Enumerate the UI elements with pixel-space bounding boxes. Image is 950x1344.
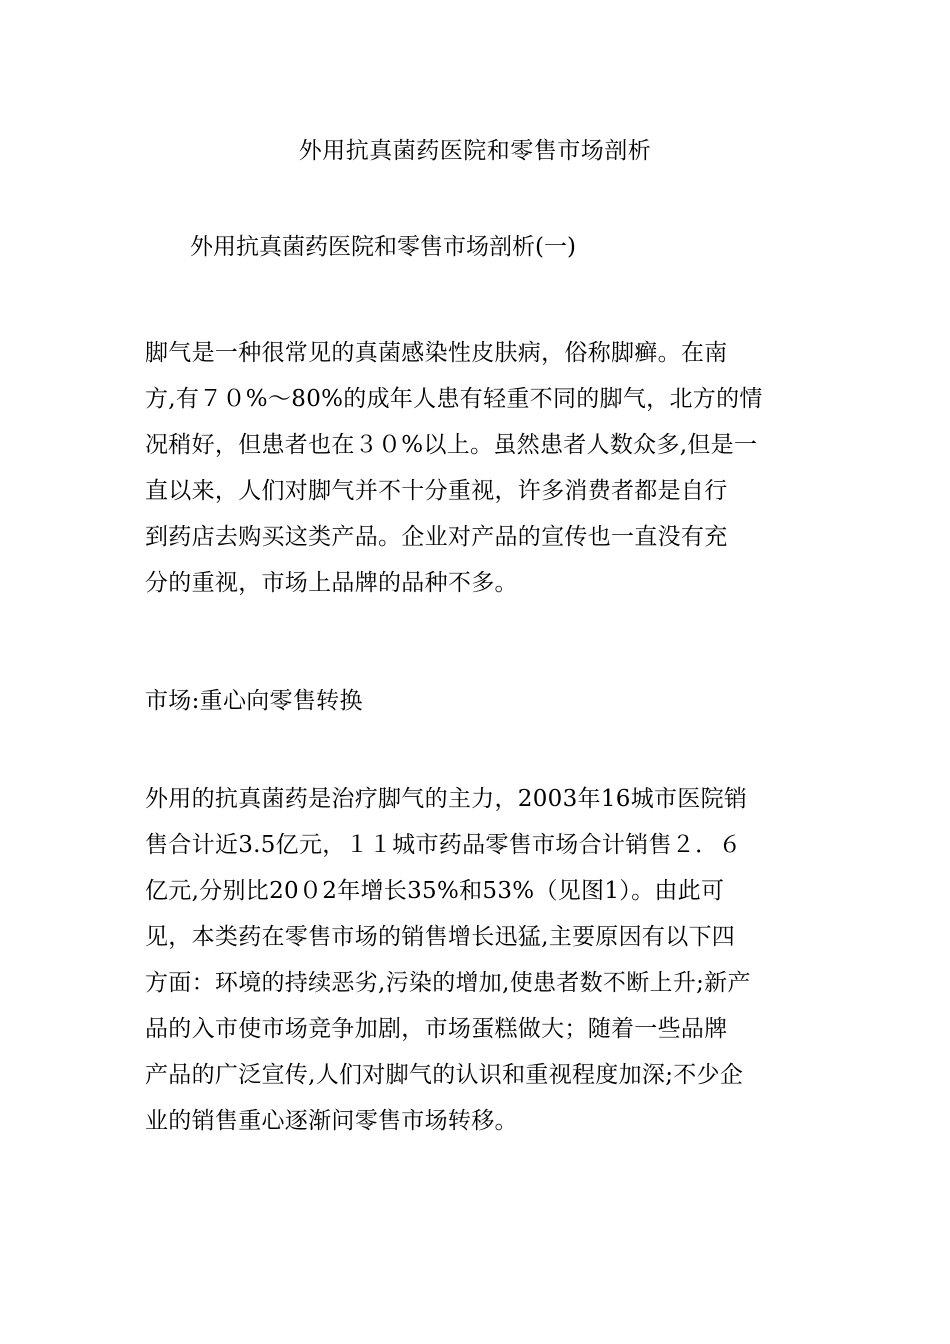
- paragraph-line: 直以来，人们对脚气并不十分重视，许多消费者都是自行: [145, 478, 728, 504]
- paragraph-line: 外用的抗真菌药是治疗脚气的主力，2003年16城市医院销: [145, 786, 748, 812]
- paragraph-line: 产品的广泛宣传,人们对脚气的认识和重视程度加深;不少企: [145, 1062, 744, 1088]
- paragraph-line: 方面：环境的持续恶劣,污染的增加,使患者数不断上升;新产: [145, 970, 751, 996]
- section-heading-text: 市场:重心向零售转换: [145, 688, 363, 714]
- paragraph-line: 到药店去购买这类产品。企业对产品的宣传也一直没有充: [145, 524, 728, 550]
- document-title: 外用抗真菌药医院和零售市场剖析: [298, 138, 652, 164]
- paragraph-line: 品的入市使市场竞争加剧，市场蛋糕做大；随着一些品牌: [145, 1016, 728, 1042]
- paragraph-line: 脚气是一种很常见的真菌感染性皮肤病，俗称脚癣。在南: [145, 340, 728, 366]
- section-heading: [145, 678, 810, 724]
- paragraph-line: 亿元,分别比20０2年增长35%和53%（见图1）。由此可: [145, 878, 725, 904]
- paragraph-line: 况稍好，但患者也在３０%以上。虽然患者人数众多,但是一: [145, 432, 758, 458]
- paragraph-line: 业的销售重心逐渐问零售市场转移。: [145, 1108, 518, 1134]
- paragraph-line: 方,有７０%～80%的成年人患有轻重不同的脚气，北方的情: [145, 386, 763, 412]
- paragraph-intro: [145, 330, 810, 606]
- paragraph-line: 见，本类药在零售市场的销售增长迅猛,主要原因有以下四: [145, 924, 736, 950]
- paragraph-market: [145, 776, 810, 1144]
- document-subtitle: 外用抗真菌药医院和零售市场剖析(一): [190, 234, 576, 260]
- paragraph-line: 售合计近3.5亿元，１１城市药品零售市场合计销售２．６: [145, 832, 742, 858]
- paragraph-line: 分的重视，市场上品牌的品种不多。: [145, 570, 518, 596]
